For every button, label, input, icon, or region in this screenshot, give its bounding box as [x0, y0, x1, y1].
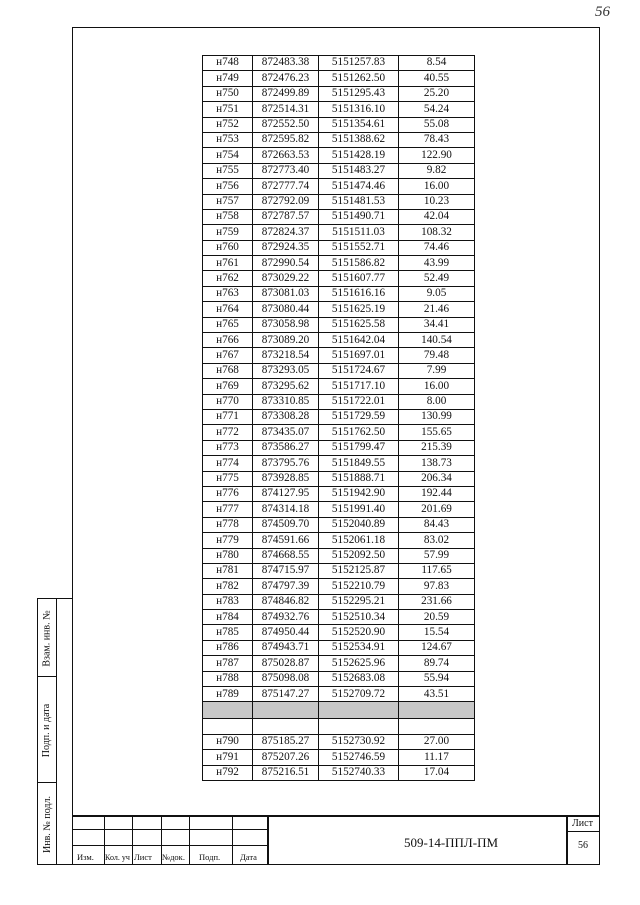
table-row — [203, 640, 475, 655]
x-coordinate-cell: 872663.53 — [253, 148, 319, 163]
point-id-cell: н784 — [203, 610, 253, 625]
distance-cell: 20.59 — [399, 610, 475, 625]
x-coordinate-cell: 873218.54 — [253, 348, 319, 363]
handwritten-page-number: 56 — [595, 4, 610, 20]
x-coordinate-cell: 875028.87 — [253, 656, 319, 671]
distance-cell: 52.49 — [399, 271, 475, 286]
y-coordinate-cell: 5151354.61 — [319, 117, 399, 132]
distance-cell: 74.46 — [399, 240, 475, 255]
distance-cell: 43.99 — [399, 256, 475, 271]
x-coordinate-cell: 873435.07 — [253, 425, 319, 440]
x-coordinate-cell: 873058.98 — [253, 317, 319, 332]
table-row — [203, 440, 475, 455]
x-coordinate-cell: 872552.50 — [253, 117, 319, 132]
x-coordinate-cell: 873089.20 — [253, 333, 319, 348]
table-row — [203, 194, 475, 209]
izm-label: Изм. — [77, 852, 94, 862]
point-id-cell: н774 — [203, 456, 253, 471]
distance-cell: 108.32 — [399, 225, 475, 240]
distance-cell: 40.55 — [399, 71, 475, 86]
y-coordinate-cell: 5151490.71 — [319, 209, 399, 224]
point-id-cell: н770 — [203, 394, 253, 409]
point-id-cell: н771 — [203, 409, 253, 424]
distance-cell: 11.17 — [399, 750, 475, 765]
table-row — [203, 610, 475, 625]
x-coordinate-cell: 872499.89 — [253, 86, 319, 101]
x-coordinate-cell: 875185.27 — [253, 734, 319, 749]
y-coordinate-cell: 5152092.50 — [319, 548, 399, 563]
y-coordinate-cell: 5152625.96 — [319, 656, 399, 671]
y-coordinate-cell: 5152040.89 — [319, 517, 399, 532]
ndok-label: №док. — [162, 852, 185, 862]
point-id-cell: н753 — [203, 132, 253, 147]
table-row — [203, 471, 475, 486]
distance-cell: 27.00 — [399, 734, 475, 749]
table-row — [203, 625, 475, 640]
table-row — [203, 394, 475, 409]
table-row — [203, 56, 475, 71]
distance-cell: 78.43 — [399, 132, 475, 147]
data-label: Дата — [240, 852, 257, 862]
document-code: 509-14-ППЛ-ПМ — [404, 835, 499, 850]
x-coordinate-cell: 874943.71 — [253, 640, 319, 655]
y-coordinate-cell: 5151991.40 — [319, 502, 399, 517]
y-coordinate-cell: 5151483.27 — [319, 163, 399, 178]
distance-cell: 8.00 — [399, 394, 475, 409]
point-id-cell: н763 — [203, 286, 253, 301]
y-coordinate-cell: 5151474.46 — [319, 179, 399, 194]
distance-cell: 10.23 — [399, 194, 475, 209]
distance-cell: 155.65 — [399, 425, 475, 440]
point-id-cell: н785 — [203, 625, 253, 640]
point-id-cell: н778 — [203, 517, 253, 532]
x-coordinate-cell: 872787.57 — [253, 209, 319, 224]
table-row — [203, 517, 475, 532]
x-coordinate-cell: 872773.40 — [253, 163, 319, 178]
distance-cell: 138.73 — [399, 456, 475, 471]
table-row — [203, 456, 475, 471]
x-coordinate-cell: 872514.31 — [253, 102, 319, 117]
x-coordinate-cell: 874314.18 — [253, 502, 319, 517]
distance-cell: 55.08 — [399, 117, 475, 132]
point-id-cell: н775 — [203, 471, 253, 486]
point-id-cell: н772 — [203, 425, 253, 440]
table-row — [203, 86, 475, 101]
y-coordinate-cell: 5151607.77 — [319, 271, 399, 286]
y-coordinate-cell: 5151717.10 — [319, 379, 399, 394]
table-row — [203, 656, 475, 671]
table-row — [203, 317, 475, 332]
replacement-inventory-label: Взам. инв. № — [41, 609, 53, 667]
x-coordinate-cell: 872924.35 — [253, 240, 319, 255]
table-row — [203, 563, 475, 578]
x-coordinate-cell: 872777.74 — [253, 179, 319, 194]
y-coordinate-cell: 5151888.71 — [319, 471, 399, 486]
y-coordinate-cell: 5151799.47 — [319, 440, 399, 455]
point-id-cell: н786 — [203, 640, 253, 655]
x-coordinate-cell: 873295.62 — [253, 379, 319, 394]
table-row — [203, 348, 475, 363]
point-id-cell: н776 — [203, 486, 253, 501]
point-id-cell: н780 — [203, 548, 253, 563]
distance-cell: 201.69 — [399, 502, 475, 517]
table-row — [203, 117, 475, 132]
point-id-cell: н762 — [203, 271, 253, 286]
x-coordinate-cell: 874797.39 — [253, 579, 319, 594]
distance-cell: 83.02 — [399, 533, 475, 548]
point-id-cell: н767 — [203, 348, 253, 363]
sheet-number: 56 — [578, 840, 588, 851]
separator-row — [203, 702, 475, 719]
y-coordinate-cell: 5151262.50 — [319, 71, 399, 86]
distance-cell: 15.54 — [399, 625, 475, 640]
point-id-cell: н781 — [203, 563, 253, 578]
distance-cell: 8.54 — [399, 56, 475, 71]
distance-cell: 16.00 — [399, 379, 475, 394]
x-coordinate-cell: 875207.26 — [253, 750, 319, 765]
distance-cell: 124.67 — [399, 640, 475, 655]
table-row — [203, 671, 475, 686]
y-coordinate-cell: 5151625.58 — [319, 317, 399, 332]
distance-cell: 16.00 — [399, 179, 475, 194]
y-coordinate-cell: 5152125.87 — [319, 563, 399, 578]
table-row — [203, 579, 475, 594]
distance-cell: 215.39 — [399, 440, 475, 455]
y-coordinate-cell: 5151642.04 — [319, 333, 399, 348]
point-id-cell: н752 — [203, 117, 253, 132]
table-row — [203, 163, 475, 178]
y-coordinate-cell: 5152683.08 — [319, 671, 399, 686]
y-coordinate-cell: 5151697.01 — [319, 348, 399, 363]
point-id-cell: н748 — [203, 56, 253, 71]
table-row — [203, 750, 475, 765]
table-row — [203, 179, 475, 194]
distance-cell: 55.94 — [399, 671, 475, 686]
y-coordinate-cell: 5152510.34 — [319, 610, 399, 625]
point-id-cell: н758 — [203, 209, 253, 224]
table-row — [203, 333, 475, 348]
table-row — [203, 533, 475, 548]
x-coordinate-cell: 873795.76 — [253, 456, 319, 471]
x-coordinate-cell: 873293.05 — [253, 363, 319, 378]
point-id-cell: н755 — [203, 163, 253, 178]
point-id-cell: н788 — [203, 671, 253, 686]
y-coordinate-cell: 5151257.83 — [319, 56, 399, 71]
original-inventory-label: Инв. № подл. — [41, 796, 53, 853]
distance-cell: 206.34 — [399, 471, 475, 486]
y-coordinate-cell: 5151722.01 — [319, 394, 399, 409]
y-coordinate-cell: 5152730.92 — [319, 734, 399, 749]
point-id-cell: н750 — [203, 86, 253, 101]
distance-cell: 9.05 — [399, 286, 475, 301]
x-coordinate-cell: 875216.51 — [253, 765, 319, 780]
y-coordinate-cell: 5152709.72 — [319, 687, 399, 702]
x-coordinate-cell: 872476.23 — [253, 71, 319, 86]
table-row — [203, 71, 475, 86]
distance-cell: 84.43 — [399, 517, 475, 532]
podp-label: Подп. — [199, 852, 221, 862]
point-id-cell: н765 — [203, 317, 253, 332]
distance-cell: 42.04 — [399, 209, 475, 224]
table-row — [203, 148, 475, 163]
list-col-label: Лист — [134, 852, 152, 862]
table-row — [203, 363, 475, 378]
x-coordinate-cell: 872483.38 — [253, 56, 319, 71]
x-coordinate-cell: 874591.66 — [253, 533, 319, 548]
x-coordinate-cell: 874509.70 — [253, 517, 319, 532]
point-id-cell: н783 — [203, 594, 253, 609]
kol-uch-label: Кол. уч — [105, 853, 130, 862]
binding-strip — [37, 598, 73, 865]
table-row — [203, 102, 475, 117]
y-coordinate-cell: 5151586.82 — [319, 256, 399, 271]
distance-cell: 192.44 — [399, 486, 475, 501]
x-coordinate-cell: 873928.85 — [253, 471, 319, 486]
x-coordinate-cell: 872792.09 — [253, 194, 319, 209]
point-id-cell: н761 — [203, 256, 253, 271]
distance-cell: 57.99 — [399, 548, 475, 563]
x-coordinate-cell: 874715.97 — [253, 563, 319, 578]
table-row — [203, 302, 475, 317]
y-coordinate-cell: 5151942.90 — [319, 486, 399, 501]
point-id-cell: н789 — [203, 687, 253, 702]
point-id-cell: н764 — [203, 302, 253, 317]
distance-cell: 21.46 — [399, 302, 475, 317]
point-id-cell: н751 — [203, 102, 253, 117]
y-coordinate-cell: 5152740.33 — [319, 765, 399, 780]
point-id-cell: н773 — [203, 440, 253, 455]
y-coordinate-cell: 5151849.55 — [319, 456, 399, 471]
x-coordinate-cell: 873029.22 — [253, 271, 319, 286]
point-id-cell: н782 — [203, 579, 253, 594]
x-coordinate-cell: 875147.27 — [253, 687, 319, 702]
point-id-cell: н769 — [203, 379, 253, 394]
y-coordinate-cell: 5151388.62 — [319, 132, 399, 147]
point-id-cell: н756 — [203, 179, 253, 194]
y-coordinate-cell: 5151616.16 — [319, 286, 399, 301]
table-row — [203, 409, 475, 424]
x-coordinate-cell: 873310.85 — [253, 394, 319, 409]
distance-cell: 117.65 — [399, 563, 475, 578]
point-id-cell: н777 — [203, 502, 253, 517]
table-row — [203, 240, 475, 255]
distance-cell: 97.83 — [399, 579, 475, 594]
y-coordinate-cell: 5151552.71 — [319, 240, 399, 255]
title-block — [72, 815, 600, 865]
point-id-cell: н787 — [203, 656, 253, 671]
x-coordinate-cell: 874846.82 — [253, 594, 319, 609]
x-coordinate-cell: 872595.82 — [253, 132, 319, 147]
point-id-cell: н779 — [203, 533, 253, 548]
table-row — [203, 502, 475, 517]
distance-cell: 25.20 — [399, 86, 475, 101]
y-coordinate-cell: 5152534.91 — [319, 640, 399, 655]
coordinates-table — [202, 55, 475, 781]
table-row — [203, 486, 475, 501]
x-coordinate-cell: 875098.08 — [253, 671, 319, 686]
distance-cell: 122.90 — [399, 148, 475, 163]
table-row — [203, 225, 475, 240]
point-id-cell: н768 — [203, 363, 253, 378]
table-row — [203, 425, 475, 440]
x-coordinate-cell: 874668.55 — [253, 548, 319, 563]
distance-cell: 54.24 — [399, 102, 475, 117]
table-row — [203, 271, 475, 286]
distance-cell: 130.99 — [399, 409, 475, 424]
y-coordinate-cell: 5152746.59 — [319, 750, 399, 765]
blank-row — [203, 719, 475, 734]
point-id-cell: н792 — [203, 765, 253, 780]
distance-cell: 89.74 — [399, 656, 475, 671]
y-coordinate-cell: 5152061.18 — [319, 533, 399, 548]
y-coordinate-cell: 5152295.21 — [319, 594, 399, 609]
point-id-cell: н757 — [203, 194, 253, 209]
signature-date-label: Подп. и дата — [41, 703, 53, 757]
y-coordinate-cell: 5151762.50 — [319, 425, 399, 440]
x-coordinate-cell: 873586.27 — [253, 440, 319, 455]
table-row — [203, 379, 475, 394]
table-row — [203, 548, 475, 563]
distance-cell: 9.82 — [399, 163, 475, 178]
distance-cell: 79.48 — [399, 348, 475, 363]
point-id-cell: н759 — [203, 225, 253, 240]
point-id-cell: н754 — [203, 148, 253, 163]
y-coordinate-cell: 5152520.90 — [319, 625, 399, 640]
y-coordinate-cell: 5151724.67 — [319, 363, 399, 378]
y-coordinate-cell: 5151428.19 — [319, 148, 399, 163]
distance-cell: 17.04 — [399, 765, 475, 780]
y-coordinate-cell: 5151511.03 — [319, 225, 399, 240]
point-id-cell: н766 — [203, 333, 253, 348]
point-id-cell: н791 — [203, 750, 253, 765]
x-coordinate-cell: 873308.28 — [253, 409, 319, 424]
table-row — [203, 286, 475, 301]
table-row — [203, 765, 475, 780]
table-row — [203, 209, 475, 224]
x-coordinate-cell: 872990.54 — [253, 256, 319, 271]
distance-cell: 34.41 — [399, 317, 475, 332]
table-row — [203, 687, 475, 702]
y-coordinate-cell: 5151316.10 — [319, 102, 399, 117]
distance-cell: 43.51 — [399, 687, 475, 702]
y-coordinate-cell: 5151729.59 — [319, 409, 399, 424]
distance-cell: 231.66 — [399, 594, 475, 609]
y-coordinate-cell: 5151625.19 — [319, 302, 399, 317]
x-coordinate-cell: 872824.37 — [253, 225, 319, 240]
table-row — [203, 734, 475, 749]
sheet-label: Лист — [572, 818, 593, 829]
x-coordinate-cell: 873081.03 — [253, 286, 319, 301]
x-coordinate-cell: 874127.95 — [253, 486, 319, 501]
x-coordinate-cell: 874950.44 — [253, 625, 319, 640]
x-coordinate-cell: 873080.44 — [253, 302, 319, 317]
distance-cell: 140.54 — [399, 333, 475, 348]
x-coordinate-cell: 874932.76 — [253, 610, 319, 625]
point-id-cell: н760 — [203, 240, 253, 255]
point-id-cell: н749 — [203, 71, 253, 86]
point-id-cell: н790 — [203, 734, 253, 749]
distance-cell: 7.99 — [399, 363, 475, 378]
y-coordinate-cell: 5152210.79 — [319, 579, 399, 594]
y-coordinate-cell: 5151481.53 — [319, 194, 399, 209]
y-coordinate-cell: 5151295.43 — [319, 86, 399, 101]
table-row — [203, 256, 475, 271]
table-row — [203, 132, 475, 147]
table-row — [203, 594, 475, 609]
